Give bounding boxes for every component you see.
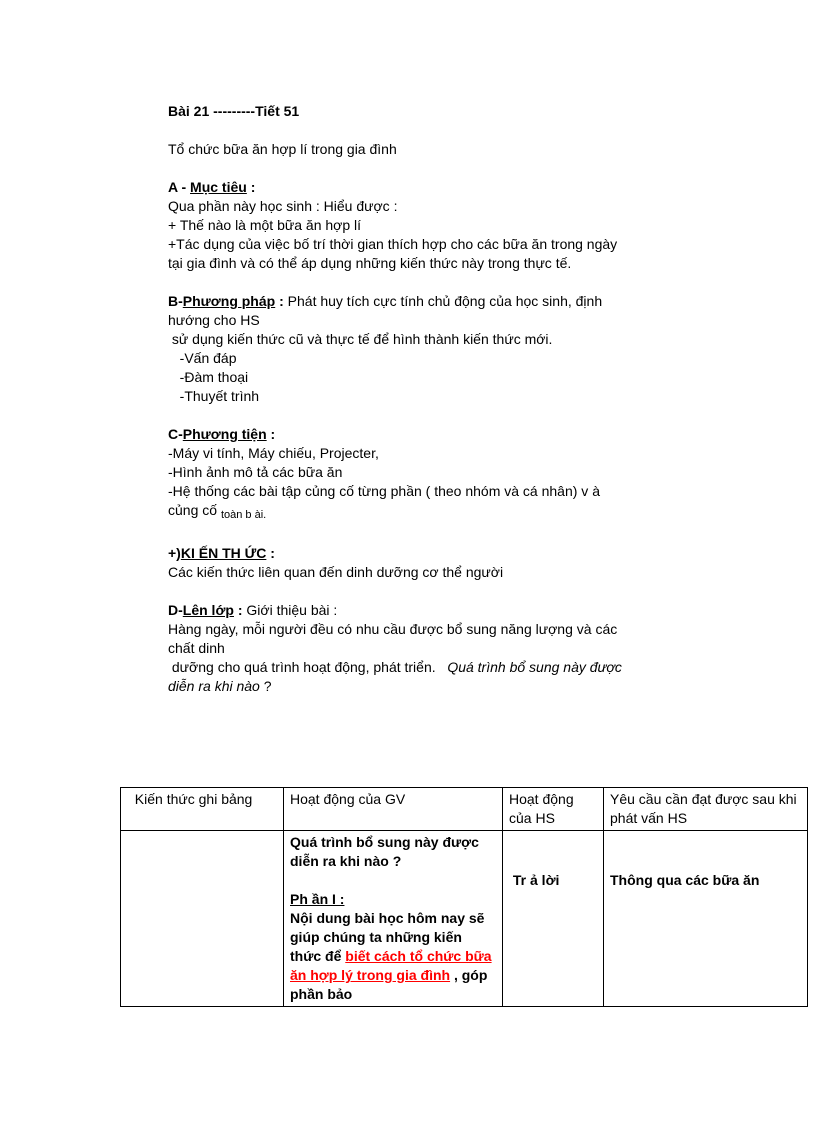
table-cell-empty — [121, 831, 284, 1007]
section-d-line: diễn ra khi nào ? — [168, 678, 272, 694]
section-b-heading: B-Phương pháp : Phát huy tích cực tính chủ động của học sinh, định — [168, 293, 603, 309]
section-b-line: sử dụng kiến thức cũ và thực tế để hình thành kiến thức mới. — [168, 331, 553, 347]
section-c-line: -Hệ thống các bài tập củng cố từng phần ( theo nhóm và cá nhân) v à — [168, 483, 600, 499]
section-d-line: chất dinh — [168, 640, 225, 656]
document-body — [168, 102, 708, 696]
section-c-heading: C-Phương tiện : — [168, 426, 276, 442]
section-knowledge-heading: +)KI ẾN TH ỨC : — [168, 545, 275, 561]
section-c-line: -Hình ảnh mô tả các bữa ăn — [168, 464, 343, 480]
table-cell-gv — [284, 831, 503, 1007]
section-a-line: tại gia đình và có thể áp dụng những kiến thức này trong thực tế. — [168, 255, 572, 271]
lesson-table — [120, 787, 808, 1007]
table-header-row — [121, 788, 808, 831]
lesson-subtitle: Tổ chức bữa ăn hợp lí trong gia đình — [168, 141, 397, 157]
gv-question: Quá trình bổ sung này được diễn ra khi nào ? — [290, 834, 479, 869]
section-d-line: dưỡng cho quá trình hoạt động, phát triển. Quá trình bổ sung này được — [168, 659, 622, 675]
table-cell-hs: Tr ả lời — [503, 831, 604, 1007]
section-b-line: -Thuyết trình — [168, 388, 260, 404]
section-b-line: -Đàm thoại — [168, 369, 249, 385]
table-cell-requirement: Thông qua các bữa ăn — [604, 831, 808, 1007]
gv-part-label: Ph ần I : — [290, 891, 345, 907]
header-cell: Hoạt động của HS — [503, 788, 604, 831]
header-cell: Kiến thức ghi bảng — [121, 788, 284, 831]
table-row — [121, 831, 808, 1007]
section-d-heading: D-Lên lớp : Giới thiệu bài : — [168, 602, 338, 618]
gv-content: Nội dung bài học hôm nay sẽ giúp chúng ta những kiến thức để biết cách tổ chức bữa ăn hợp lý trong gia đình , góp phần bảo — [290, 910, 492, 1002]
header-cell: Yêu cầu cần đạt được sau khi phát vấn HS — [604, 788, 808, 831]
section-a-heading: A - Mục tiêu : — [168, 179, 256, 195]
section-a-line: + Thế nào là một bữa ăn hợp lí — [168, 217, 362, 233]
section-b-line: -Vấn đáp — [168, 350, 237, 366]
header-cell: Hoạt động của GV — [284, 788, 503, 831]
lesson-title: Bài 21 ---------Tiết 51 — [168, 103, 300, 119]
section-b-line: hướng cho HS — [168, 312, 260, 328]
section-d-line: Hàng ngày, mỗi người đều có nhu cầu được bổ sung năng lượng và các — [168, 621, 618, 637]
section-knowledge-line: Các kiến thức liên quan đến dinh dưỡng cơ thể người — [168, 564, 504, 580]
section-a-line: +Tác dụng của việc bố trí thời gian thích hợp cho các bữa ăn trong ngày — [168, 236, 618, 252]
section-a-line: Qua phần này học sinh : Hiểu được : — [168, 198, 398, 214]
section-c-line: củng cố $_{toàn b ài.}$ — [168, 502, 267, 521]
section-c-line: -Máy vi tính, Máy chiếu, Projecter, — [168, 445, 379, 461]
